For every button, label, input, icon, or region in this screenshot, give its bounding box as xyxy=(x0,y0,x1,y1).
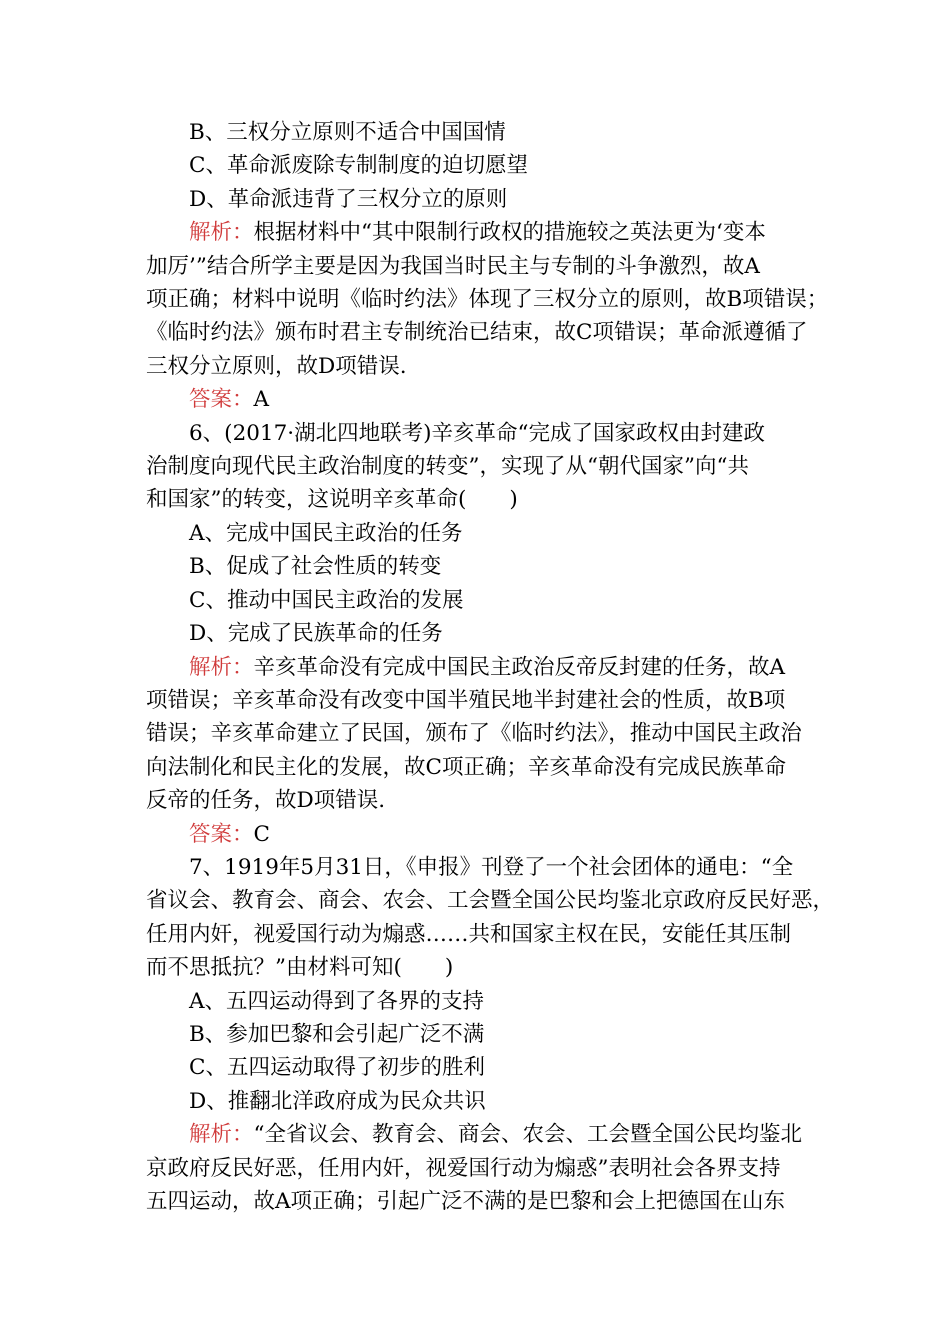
q6-analysis-line: 解析：辛亥革命没有完成中国民主政治反帝反封建的任务，故A xyxy=(189,654,786,680)
q6-stem-line: 6、(2017·湖北四地联考)辛亥革命“完成了国家政权由封建政 xyxy=(189,420,765,446)
q5-option-b: B、三权分立原则不适合中国国情 xyxy=(189,120,506,145)
q6-answer-label: 答案： xyxy=(189,821,254,847)
q5-analysis-line: 三权分立原则，故D项错误. xyxy=(146,353,407,379)
q7-option-c: C、五四运动取得了初步的胜利 xyxy=(189,1055,485,1081)
q6-answer xyxy=(146,818,818,851)
q7-analysis-line: 解析：“全省议会、教育会、商会、农会、工会暨全国公民均鉴北 xyxy=(189,1122,803,1148)
q7-option-b: B、参加巴黎和会引起广泛不满 xyxy=(189,1021,485,1047)
q7-stem-line: 7、1919年5月31日，《申报》刊登了一个社会团体的通电：“全 xyxy=(189,854,794,880)
q7-stem-line: 任用内奸，视爱国行动为煽惑……共和国家主权在民，安能任其压制 xyxy=(146,921,792,947)
q6-analysis-line: 反帝的任务，故D项错误. xyxy=(146,788,386,814)
q6-analysis-line: 向法制化和民主化的发展，故C项正确；辛亥革命没有完成民族革命 xyxy=(146,754,786,780)
q7-stem-line: 省议会、教育会、商会、农会、工会暨全国公民均鉴北京政府反民好恶， xyxy=(146,888,835,914)
q7-analysis-line: 五四运动，故A项正确；引起广泛不满的是巴黎和会上把德国在山东 xyxy=(146,1189,786,1214)
q5-option-d: D、革命派违背了三权分立的原则 xyxy=(189,186,508,212)
q7-stem-line: 而不思抵抗？”由材料可知( ) xyxy=(146,955,454,981)
q7-analysis-label: 解析： xyxy=(189,1122,254,1148)
q7-option-d: D、推翻北洋政府成为民众共识 xyxy=(189,1088,486,1114)
q7-option-a: A、五四运动得到了各界的支持 xyxy=(189,988,485,1014)
q6-analysis-line: 项错误；辛亥革命没有改变中国半殖民地半封建社会的性质，故B项 xyxy=(146,687,786,713)
q7-analysis-line: 京政府反民好恶，任用内奸，视爱国行动为煽惑”表明社会各界支持 xyxy=(146,1155,781,1181)
q6-stem-line: 和国家”的转变，这说明辛亥革命( ) xyxy=(146,487,518,513)
q6-analysis-label: 解析： xyxy=(189,654,254,680)
q5-answer-value: A xyxy=(253,387,270,413)
q6-stem-line: 治制度向现代民主政治制度的转变”，实现了从“朝代国家”向“共 xyxy=(146,454,749,480)
q6-option-c: C、推动中国民主政治的发展 xyxy=(189,587,464,613)
q5-option-c: C、革命派废除专制制度的迫切愿望 xyxy=(189,153,528,179)
q5-analysis-line: 《临时约法》颁布时君主专制统治已结束，故C项错误；革命派遵循了 xyxy=(146,320,808,346)
q6-option-d: D、完成了民族革命的任务 xyxy=(189,621,443,647)
q6-answer-value: C xyxy=(253,821,270,847)
q6-option-b: B、促成了社会性质的转变 xyxy=(189,554,442,580)
q6-analysis-line: 错误；辛亥革命建立了民国，颁布了《临时约法》，推动中国民主政治 xyxy=(146,721,802,747)
q5-analysis-line: 解析：根据材料中“其中限制行政权的措施较之英法更为‘变本 xyxy=(189,220,766,246)
q5-analysis-line: 项正确；材料中说明《临时约法》体现了三权分立的原则，故B项错误； xyxy=(146,287,829,313)
q5-analysis-line: 加厉’”结合所学主要是因为我国当时民主与专制的斗争激烈，故A xyxy=(146,253,760,279)
document-body xyxy=(146,116,835,1218)
q5-analysis-label: 解析： xyxy=(189,220,254,246)
q5-answer xyxy=(146,383,818,416)
q6-option-a: A、完成中国民主政治的任务 xyxy=(189,520,463,546)
q5-answer-label: 答案： xyxy=(189,387,254,413)
